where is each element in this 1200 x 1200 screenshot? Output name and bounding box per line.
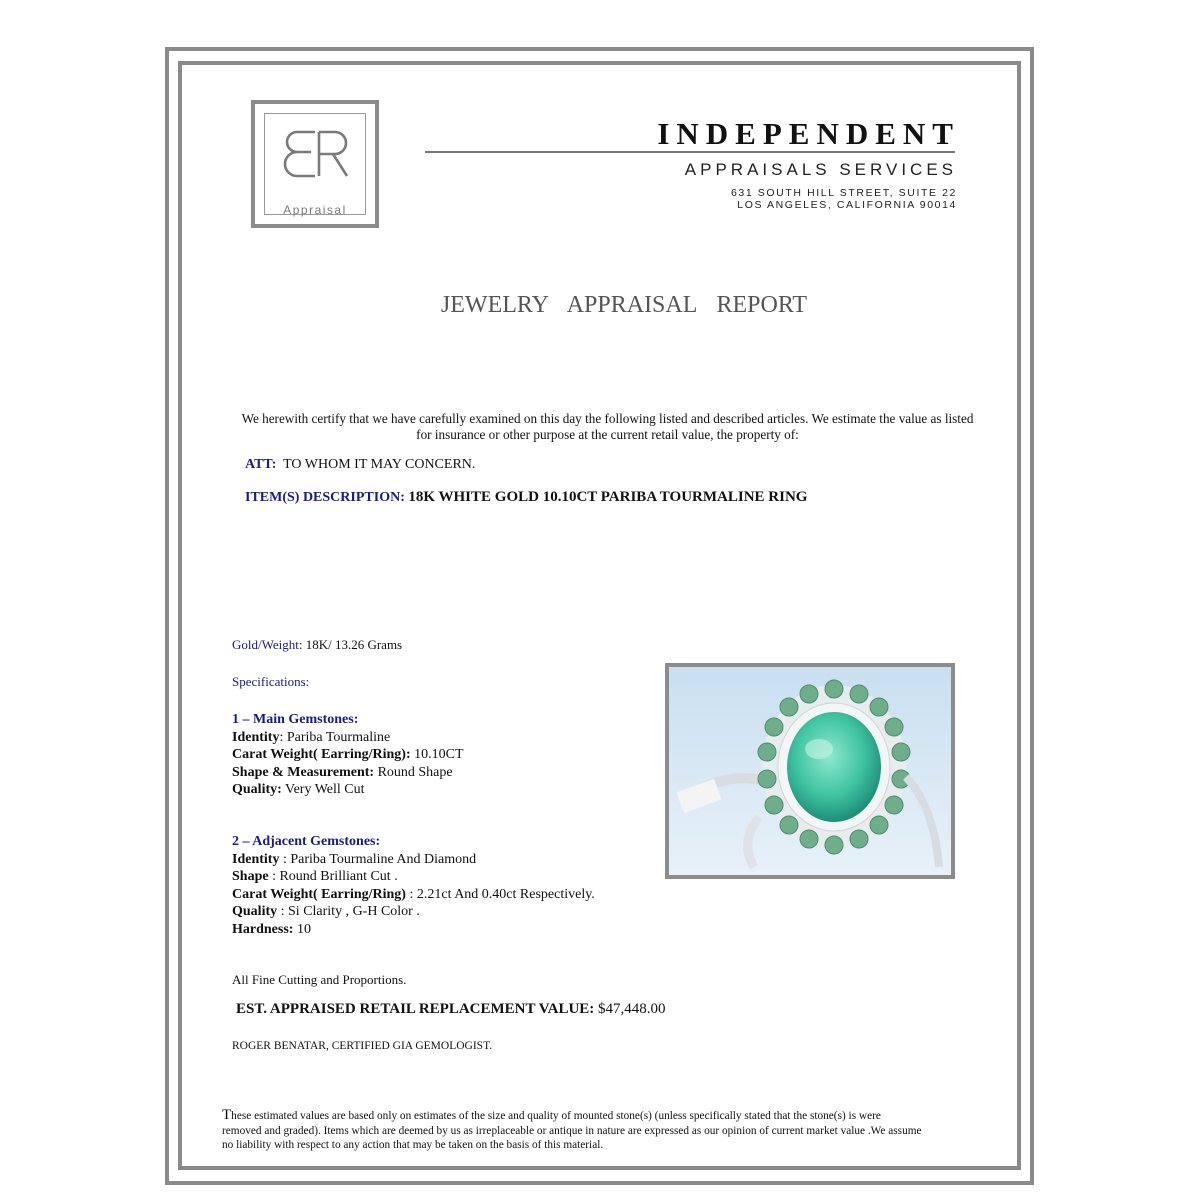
gold-weight: [232, 637, 402, 653]
main-carat: [232, 746, 464, 764]
gemologist-signature: ROGER BENATAR, CERTIFIED GIA GEMOLOGIST.: [232, 1040, 493, 1052]
certification-intro: We herewith certify that we have carefully examined on this day the following listed and described articles. We estimate the value as listed for insurance or other purpose at the current retail value, the property of:: [241, 411, 974, 442]
main-quality: [232, 781, 464, 799]
appraised-value-label: EST. APPRAISED RETAIL REPLACEMENT VALUE:: [236, 1001, 595, 1017]
ring-photo: [665, 663, 955, 879]
disclaimer-initial: T: [222, 1107, 232, 1123]
adj-shape: [232, 868, 595, 886]
ring-image: [669, 667, 951, 875]
appraisal-logo: [251, 100, 379, 228]
logo-word: Appraisal: [283, 203, 347, 217]
appraised-value-amount: $47,448.00: [594, 1001, 666, 1017]
adj-carat: [232, 886, 595, 904]
adj-shape-value: : Round Brilliant Cut .: [268, 869, 398, 884]
main-identity-value: : Pariba Tourmaline: [279, 729, 391, 745]
adj-quality-value: : Si Clarity , G-H Color .: [277, 904, 420, 919]
disclaimer: [222, 1108, 922, 1153]
adj-identity: [232, 851, 595, 869]
main-gemstones-heading: 1 – Main Gemstones:: [232, 712, 359, 727]
gold-weight-value: : 18K/ 13.26 Grams: [298, 637, 403, 652]
fine-cutting-note: All Fine Cutting and Proportions.: [232, 972, 407, 987]
adj-identity-label: Identity: [232, 851, 280, 867]
item-value: 18K WHITE GOLD 10.10CT PARIBA TOURMALINE RING: [408, 489, 808, 505]
header-rule: [425, 151, 955, 153]
brand-title: INDEPENDENT: [657, 116, 960, 151]
att-value: TO WHOM IT MAY CONCERN.: [283, 457, 476, 472]
main-gemstones-block: [232, 711, 464, 799]
disclaimer-text: hese estimated values are based only on estimates of the size and quality of mounted stone(s) (unless specifically stated that the stone(s) is were removed and graded). Items which are deemed by us as irreplaceable or antique in nature are expressed as our opinion of current market value .We assume no liability with respect to any action that may be taken on the basis of this material.: [222, 1110, 922, 1151]
address-line-1: 631 SOUTH HILL STREET, SUITE 22: [730, 187, 957, 199]
specifications-label: Specifications:: [232, 674, 310, 689]
main-quality-value: Very Well Cut: [281, 782, 365, 797]
main-carat-value: 10.10CT: [410, 747, 464, 762]
brand-subtitle: APPRAISALS SERVICES: [684, 160, 957, 179]
main-carat-label: Carat Weight( Earring/Ring):: [232, 747, 411, 762]
report-title: JEWELRY APPRAISAL REPORT: [440, 292, 808, 318]
adjacent-gemstones-block: [232, 833, 595, 938]
adj-identity-value: : Pariba Tourmaline And Diamond: [279, 851, 477, 867]
adj-hardness-value: 10: [293, 921, 311, 937]
main-identity: [232, 729, 464, 747]
address-line-2: LOS ANGELES, CALIFORNIA 90014: [737, 199, 957, 211]
main-shape-label: Shape & Measurement:: [232, 764, 375, 780]
adj-shape-label: Shape: [232, 869, 269, 884]
adj-hardness: [232, 921, 595, 939]
att-line: [245, 457, 475, 473]
adj-carat-label: Carat Weight( Earring/Ring): [232, 886, 406, 902]
att-label: ATT:: [245, 457, 277, 472]
item-description: [245, 489, 807, 506]
adjacent-gemstones-heading: 2 – Adjacent Gemstones:: [232, 834, 381, 849]
item-label: ITEM(S) DESCRIPTION:: [245, 490, 405, 505]
main-quality-label: Quality:: [232, 782, 282, 797]
gold-weight-label: Gold/Weight: [232, 637, 299, 652]
main-shape-value: Round Shape: [374, 764, 453, 780]
appraised-value: [236, 1001, 666, 1018]
er-monogram-icon: [279, 124, 359, 194]
adj-carat-value: : 2.21ct And 0.40ct Respectively.: [405, 886, 595, 902]
adj-quality-label: Quality: [232, 904, 278, 919]
main-identity-label: Identity: [232, 729, 280, 745]
adj-quality: [232, 903, 595, 921]
adj-hardness-label: Hardness:: [232, 921, 294, 937]
main-shape: [232, 764, 464, 782]
